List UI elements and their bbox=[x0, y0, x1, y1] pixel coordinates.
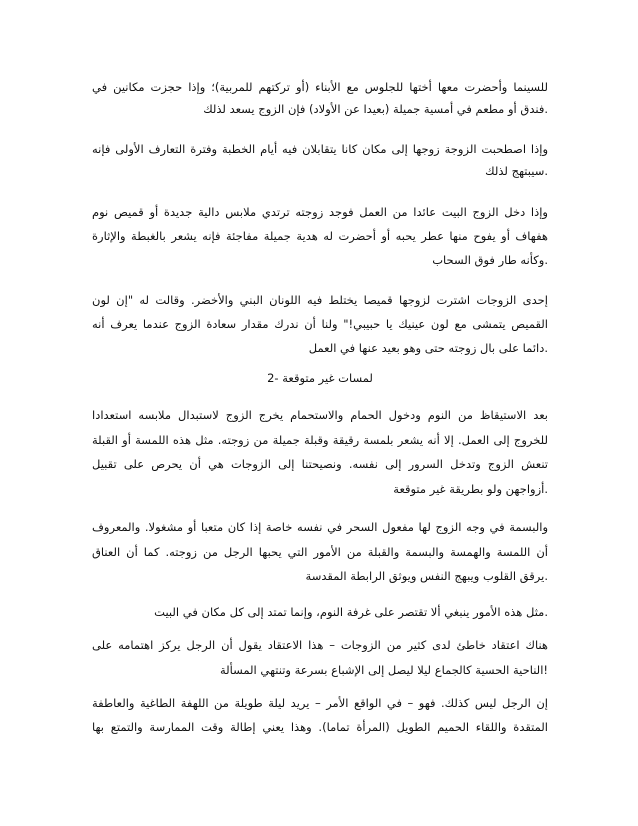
text-line: .أزواجهن ولو بطريقة غير متوقعة bbox=[393, 482, 548, 496]
text-line: أن اللمسة والهمسة والبسمة والقبلة من الأمور التي يحبها الرجل من زوجته. كما أن العناق bbox=[92, 545, 548, 559]
text-line: !الناحية الحسية كالجماع ليلا ليصل إلى الإشباع بسرعة وتنتهي المسألة bbox=[219, 663, 548, 677]
text-line: المتقدة واللقاء الحميم الطويل (المرأة تماما). وهذا يعني إطالة وقت الممارسة والتمتع بها bbox=[92, 720, 548, 734]
text-line: .وكأنه طار فوق السحاب bbox=[432, 253, 548, 267]
text-line: بعد الاستيقاظ من النوم ودخول الحمام والاستحمام يخرج الزوج لاستبدال ملابسه استعدادا bbox=[92, 408, 548, 422]
text-line: للسينما وأحضرت معها أختها للجلوس مع الأبناء (أو تركتهم للمربية)؛ وإذا حجزت مكانين في bbox=[92, 80, 548, 94]
text-line: هناك اعتقاد خاطئ لدى كثير من الزوجات – هذا الاعتقاد يقول أن الرجل يركز اهتمامه على bbox=[92, 638, 548, 652]
text-line: وإذا دخل الزوج البيت عائدا من العمل فوجد زوجته ترتدي ملابس دالية جديدة أو قميص نوم bbox=[92, 205, 548, 219]
text-line: القميص يتمشى مع لون عينيك يا حبيبي!" ولنا أن ندرك مقدار سعادة الزوج عندما يعرف أنه bbox=[92, 317, 548, 331]
text-line: إن الرجل ليس كذلك. فهو – في الواقع الأمر – يريد ليلة طويلة من اللهفة الطاغية والعاطفة bbox=[92, 696, 548, 710]
text-line: .يرقق القلوب ويبهج النفس ويوثق الرابطة المقدسة bbox=[305, 569, 548, 583]
text-line: والبسمة في وجه الزوج لها مفعول السحر في نفسه خاصة إذا كان متعبا أو مشغولا. والمعروف bbox=[92, 520, 548, 534]
text-line: تنعش الزوج وتدخل السرور إلى نفسه. ونصيحتنا إلى الزوجات هي أن يحرص على تقبيل bbox=[92, 457, 548, 471]
text-line: هفهاف أو يفوح منها عطر يحبه أو أحضرت له هدية جميلة مفاجئة فإنه يشعر بالغبطة والإثارة bbox=[92, 229, 548, 243]
text-line: .فندق أو مطعم في أمسية جميلة (بعيدا عن الأولاد) فإن الزوج يسعد لذلك bbox=[203, 102, 548, 116]
text-line: .سيبتهج لذلك bbox=[485, 164, 548, 178]
text-line: إحدى الزوجات اشترت لزوجها قميصا يختلط فيه اللونان البني والأخضر. وقالت له "إن لون bbox=[92, 293, 548, 307]
text-line: .مثل هذه الأمور ينبغي ألا تقتصر على غرفة النوم، وإنما تمتد إلى كل مكان في البيت bbox=[154, 605, 548, 619]
section-heading: لمسات غير متوقعة -2 bbox=[267, 371, 373, 385]
text-line: .دائما على بال زوجته حتى وهو بعيد عنها في العمل bbox=[308, 341, 548, 355]
text-line: وإذا اصطحبت الزوجة زوجها إلى مكان كانا يتقابلان فيه أيام الخطبة وفترة التعارف الأولى فإنه bbox=[92, 142, 548, 156]
text-line: للخروج إلى العمل. إلا أنه يشعر بلمسة رقيقة وقبلة جميلة من زوجته. مثل هذه اللمسة أو القبلة bbox=[92, 433, 548, 447]
